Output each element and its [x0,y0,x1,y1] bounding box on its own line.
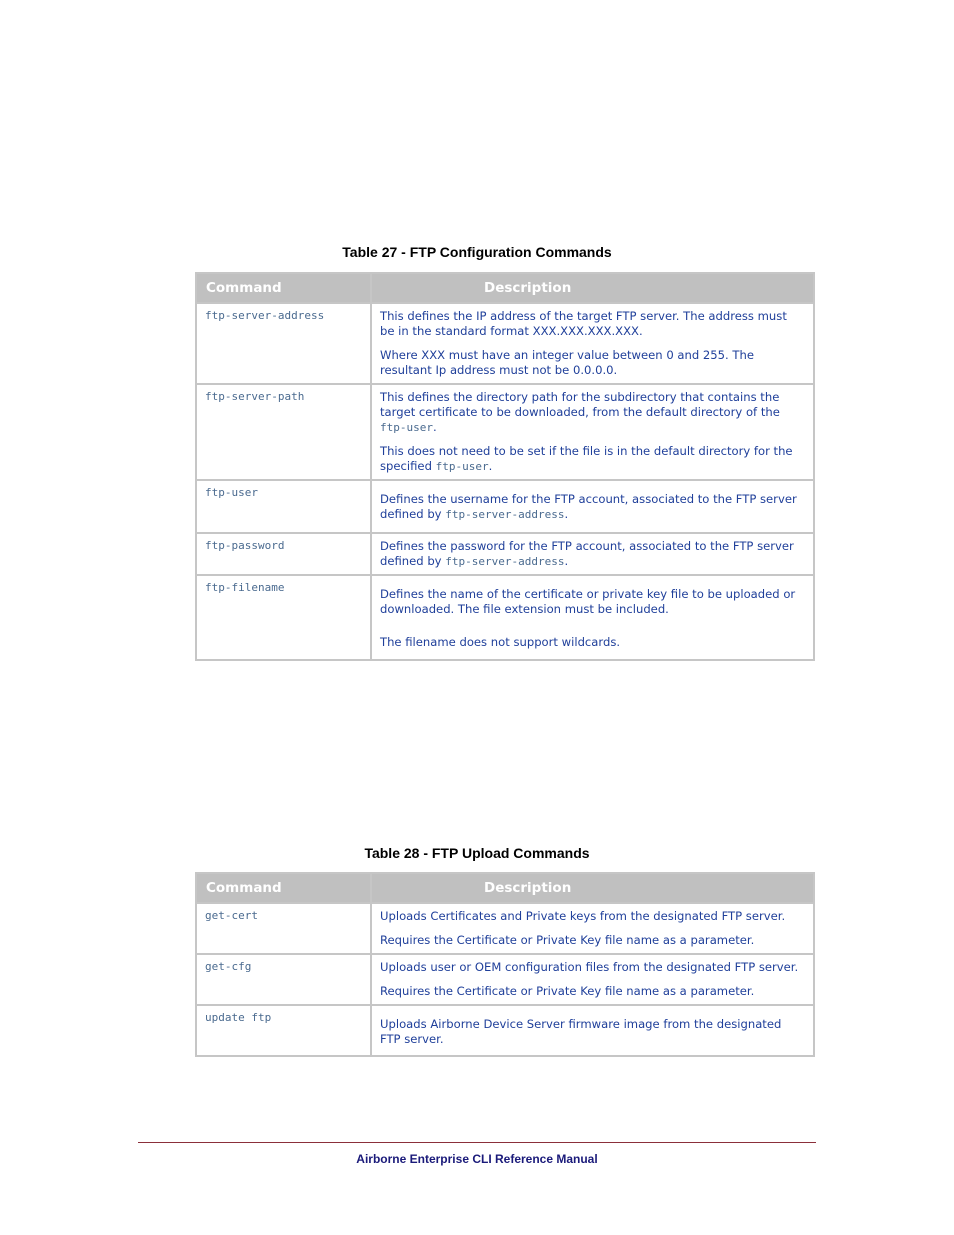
command-cell: ftp-password [196,533,371,575]
description-cell [371,533,814,575]
description-paragraph: The filename does not support wildcards. [380,635,621,649]
table-row [196,954,814,1005]
command-cell: get-cfg [196,954,371,1005]
command-cell: ftp-server-address [196,303,371,384]
description-paragraph: Uploads Certificates and Private keys from the designated FTP server. [380,909,786,923]
description-column-header: Description [371,273,814,303]
description-cell [371,954,814,1005]
table-row [196,575,814,660]
description-column-header: Description [371,873,814,903]
inline-code: ftp-user [435,460,489,473]
ftp-configuration-commands-table [195,272,815,661]
table-28-caption: Table 28 - FTP Upload Commands [364,845,590,861]
description-text: . [488,459,493,473]
table-row [196,303,814,384]
table-row [196,480,814,533]
description-paragraph: Where XXX must have an integer value between 0 and 255. The resultant Ip address must not be 0.0.0.0. [380,348,754,377]
description-cell [371,575,814,660]
description-paragraph: Uploads Airborne Device Server firmware image from the designated FTP server. [380,1017,782,1046]
table-27-caption: Table 27 - FTP Configuration Commands [342,244,612,260]
description-cell [371,384,814,480]
inline-code: ftp-user [380,421,433,434]
description-paragraph [380,390,805,435]
command-column-header: Command [196,273,371,303]
table-row [196,533,814,575]
inline-code: ftp-server-address [445,508,565,521]
description-text: . [564,554,569,568]
description-paragraph [380,539,805,569]
description-cell [371,1005,814,1056]
command-column-header: Command [196,873,371,903]
description-paragraph: Defines the name of the certificate or private key file to be uploaded or downloaded. The file extension must be included. [380,587,796,616]
description-text: . [564,507,569,521]
table-header-row [196,873,814,903]
ftp-upload-commands-table [195,872,815,1057]
description-paragraph: Requires the Certificate or Private Key file name as a parameter. [380,984,755,998]
table-header-row [196,273,814,303]
description-paragraph: Uploads user or OEM configuration files from the designated FTP server. [380,960,799,974]
description-paragraph: This defines the IP address of the target FTP server. The address must be in the standard format XXX.XXX.XXX.XXX. [380,309,787,338]
command-cell: ftp-user [196,480,371,533]
description-paragraph [380,492,805,522]
description-cell [371,303,814,384]
command-cell: ftp-server-path [196,384,371,480]
description-paragraph: Requires the Certificate or Private Key file name as a parameter. [380,933,755,947]
table-row [196,1005,814,1056]
description-text: . [432,420,437,434]
description-text: Defines the username for the FTP account, associated to the FTP server defined by [380,492,797,521]
footer-divider [138,1142,816,1143]
description-text: This does not need to be set if the file is in the default directory for the specified [380,444,793,473]
footer-title: Airborne Enterprise CLI Reference Manual [356,1152,598,1166]
table-row [196,903,814,954]
command-cell: ftp-filename [196,575,371,660]
description-cell [371,480,814,533]
inline-code: ftp-server-address [445,555,565,568]
description-paragraph [380,444,805,474]
description-text: This defines the directory path for the subdirectory that contains the target certificate to be downloaded, from the default directory of the [380,390,780,419]
description-text: Defines the password for the FTP account, associated to the FTP server defined by [380,539,794,568]
command-cell: update ftp [196,1005,371,1056]
description-cell [371,903,814,954]
command-cell: get-cert [196,903,371,954]
table-row [196,384,814,480]
